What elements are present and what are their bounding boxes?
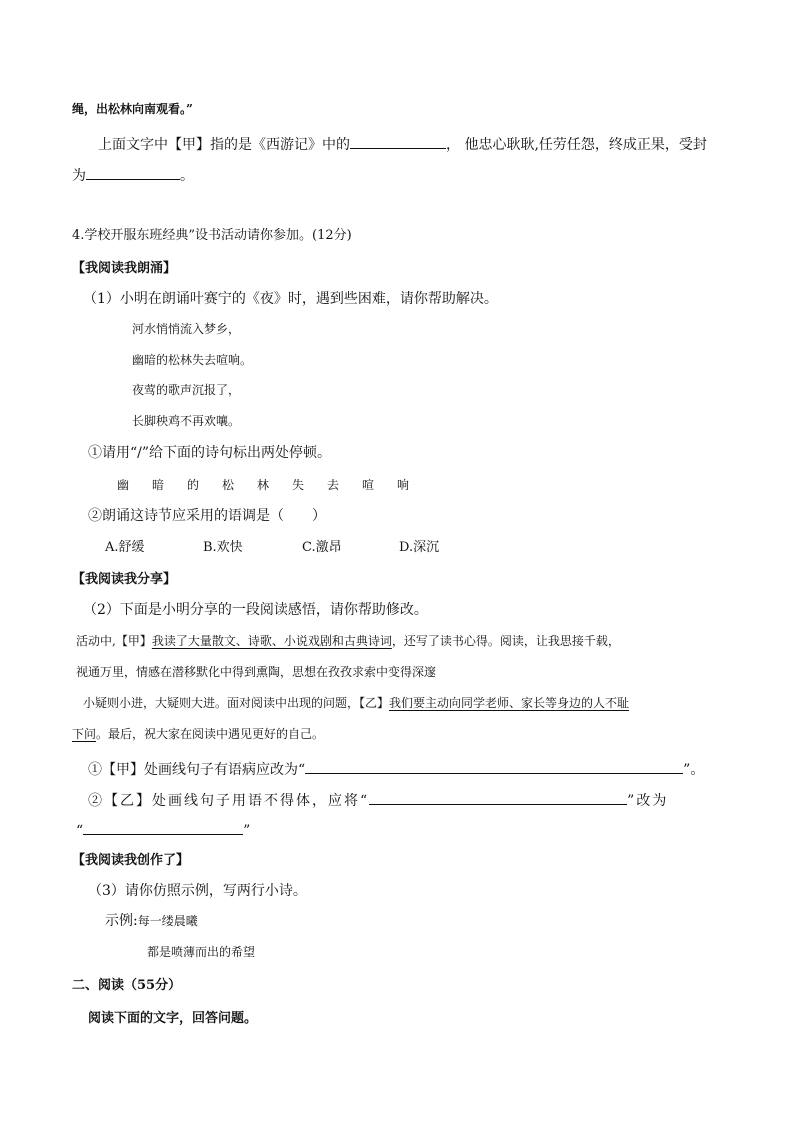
q3-line-1: 上面文字中【甲】指的是《西游记》中的 ， 他忠心耿耿,任劳任怨，终成正果，受封 [98, 137, 707, 153]
passage-line: 下问。最后，祝大家在阅读中遇见更好的自己。 [72, 727, 325, 741]
poem-line: 河水悄悄流入梦乡， [132, 322, 241, 336]
passage-line: 视通万里，情感在潜移默化中得到熏陶，思想在孜孜求索中变得深邃 [76, 665, 437, 679]
q3-line-2: 为 。 [72, 168, 194, 184]
poem-line: 夜莺的歌声沉报了， [132, 383, 241, 397]
fix-question-2: ②【乙】处画线句子用语不得体，应将“ ”改为 [88, 793, 669, 809]
spread-poem-line: 幽 暗 的 松 林 失 去 喧 响 [117, 478, 410, 492]
passage-line: 活动中,【甲】我读了大量散文、诗歌、小说戏剧和古典诗词，还写了读书心得。阅读，让我思接千载， [76, 634, 620, 648]
answer-blank[interactable] [305, 760, 683, 774]
fix-question-1: ①【甲】处画线句子有语病应改为“ ”。 [88, 762, 705, 778]
example-line: 都是喷薄而出的希望 [147, 945, 256, 959]
q4-title: 4.学校开服东班经典”设书活动请你参加。(12分) [72, 228, 352, 243]
section-title: 【我阅读我分享】 [72, 572, 177, 587]
sub-question-1: （1）小明在朗诵叶赛宁的《夜》时，遇到些困难，请你帮助解决。 [83, 291, 498, 307]
fix-question-2-cont: “ ” [76, 823, 251, 839]
section-title: 【我阅读我创作了】 [72, 853, 190, 868]
sub-question-2: （2）下面是小明分享的一段阅读感悟，请你帮助修改。 [83, 602, 428, 618]
example-line: 示例:每一缕晨曦 [105, 913, 198, 929]
poem-line: 幽暗的松林失去喧响。 [132, 353, 253, 367]
answer-blank[interactable] [83, 821, 243, 835]
answer-blank[interactable] [86, 166, 180, 180]
answer-blank[interactable] [350, 135, 446, 149]
question-mark-pauses: ①请用“/”给下面的诗句标出两处停顿。 [88, 445, 332, 461]
poem-line: 长脚秧鸡不再欢嚷。 [132, 414, 241, 428]
sub-question-3: （3）请你仿照示例，写两行小诗。 [88, 883, 307, 899]
section-title: 【我阅读我朗涌】 [72, 261, 177, 276]
part-instruction: 阅读下面的文字，回答问题。 [88, 1011, 258, 1026]
underlined-sentence-yi-end: 下问 [72, 727, 97, 741]
q3-tail: 绳，出松林向南观看。” [72, 102, 193, 116]
option-d[interactable]: D.深沉 [399, 540, 440, 555]
part-title: 二、阅读（55分） [72, 978, 182, 993]
question-tone: ②朗诵这诗节应采用的语调是（ ） [88, 508, 326, 524]
option-a[interactable]: A.舒缓 [105, 540, 145, 555]
passage-line: 小疑则小进，大疑则大进。面对阅读中出现的问题，【乙】我们要主动向同学老师、家长等身边的人不耻 [83, 696, 630, 710]
option-b[interactable]: B.欢快 [203, 540, 243, 555]
underlined-sentence-jia: 我读了大量散文、诗歌、小说戏剧和古典诗词 [151, 634, 392, 648]
answer-blank[interactable] [369, 791, 627, 805]
option-c[interactable]: C.激昂 [302, 540, 342, 555]
underlined-sentence-yi: 我们要主动向同学老师、家长等身边的人不耻 [389, 696, 630, 710]
